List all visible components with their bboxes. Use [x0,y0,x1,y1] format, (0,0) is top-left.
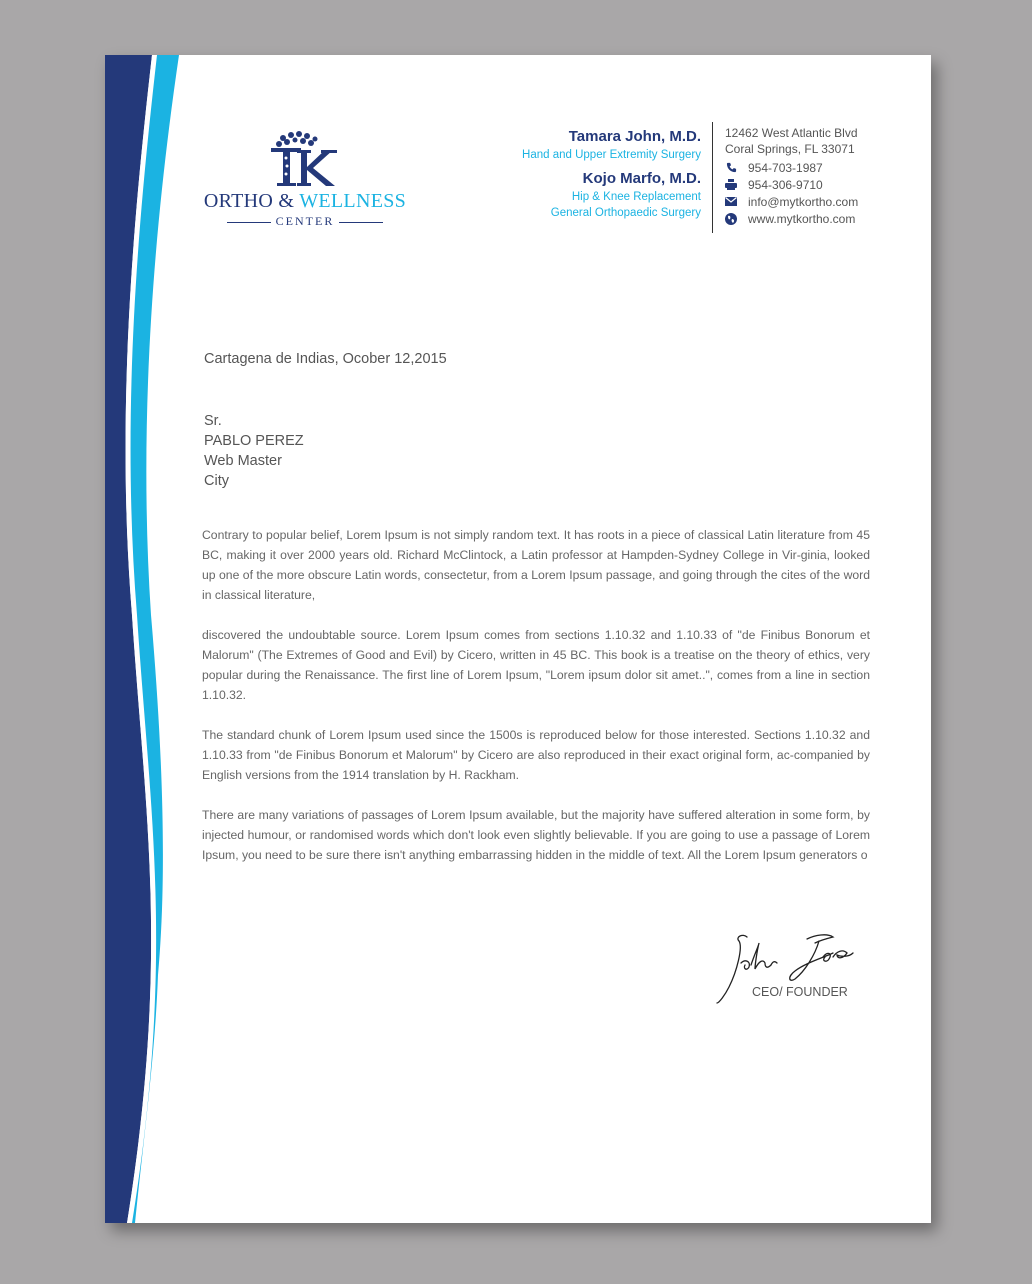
contact-email [725,193,858,210]
doctors-list [522,127,701,221]
body-paragraph: The standard chunk of Lorem Ipsum used since the 1500s is reproduced below for those interested. Sections 1.10.32 and 1.10.33 from "de Finibus Bonorum et Malorum" by Cicero are also reproduced in their exact original form, ac-companied by English versions from the 1914 translation by H. Rackham. [202,728,870,782]
body-paragraph: discovered the undoubtable source. Lorem Ipsum comes from sections 1.10.32 and 1.10.33 of "de Finibus Bonorum et Malorum" (The Extremes of Good and Evil) by Cicero, written in 45 BC. This book is a treatise on the theory of ethics, very popular during the Renaissance. The first line of Lorem Ipsum, "Lorem ipsum dolor sit amet..", comes from a line in section 1.10.32. [202,628,870,702]
fax-number: 954-306-9710 [748,177,823,192]
body-paragraph: There are many variations of passages of Lorem Ipsum available, but the majority have suffered alteration in some form, by injected humour, or randomised words which don't look even slightly believable. If you are going to use a passage of Lorem Ipsum, you need to be sure there isn't anything embarrassing hidden in the middle of text. All the Lorem Ipsum generators o [202,808,870,862]
logo-text-wellness: WELLNESS [299,190,407,212]
phone-number: 954-703-1987 [748,160,823,175]
logo-rule-right [339,222,383,224]
globe-icon [725,213,737,225]
phone-icon [725,162,737,174]
letterhead-page [105,55,931,1223]
tree-monogram-icon [265,130,345,188]
doctor-name: Tamara John, M.D. [568,128,701,145]
website-url: www.mytkortho.com [748,211,856,226]
email-icon [725,196,737,208]
letter-body [202,525,870,885]
address-line: 12462 West Atlantic Blvd [725,126,858,140]
address-line: Coral Springs, FL 33071 [725,142,855,156]
doctor-name: Kojo Marfo, M.D. [582,170,701,187]
fax-icon [725,179,737,191]
header-divider [712,122,713,233]
doctor-specialty: General Orthopaedic Surgery [550,207,701,219]
recipient-salutation: Sr. [204,413,222,429]
contact-phone [725,159,858,176]
logo-text-center: CENTER [275,214,335,228]
recipient-title: Web Master [204,453,282,469]
doctor-specialty: Hand and Upper Extremity Surgery [522,149,701,161]
company-logo [200,130,410,230]
recipient-name: PABLO PEREZ [204,433,304,449]
recipient-city: City [204,473,229,489]
contact-website [725,210,858,227]
logo-rule-left [227,222,271,224]
recipient-block [204,411,304,491]
body-paragraph: Contrary to popular belief, Lorem Ipsum is not simply random text. It has roots in a piece of classical Latin literature from 45 BC, making it over 2000 years old. Richard McClintock, a Latin professor at Hampden-Sydney College in Vir-ginia, looked up one of the more obscure Latin words, consectetur, from a Lorem Ipsum passage, and going through the cites of the word in classical literature, [202,528,870,602]
email-address: info@mytkortho.com [748,194,859,209]
doctor-specialty: Hip & Knee Replacement [571,191,701,203]
contact-fax [725,176,858,193]
address [725,125,858,157]
logo-wordmark [200,190,410,213]
contact-block [725,125,858,227]
letter-date: Cartagena de Indias, Ocober 12,2015 [204,351,447,367]
logo-text-ortho: ORTHO & [203,190,295,212]
signatory-title: CEO/ FOUNDER [752,985,848,999]
logo-subtitle [200,214,410,229]
